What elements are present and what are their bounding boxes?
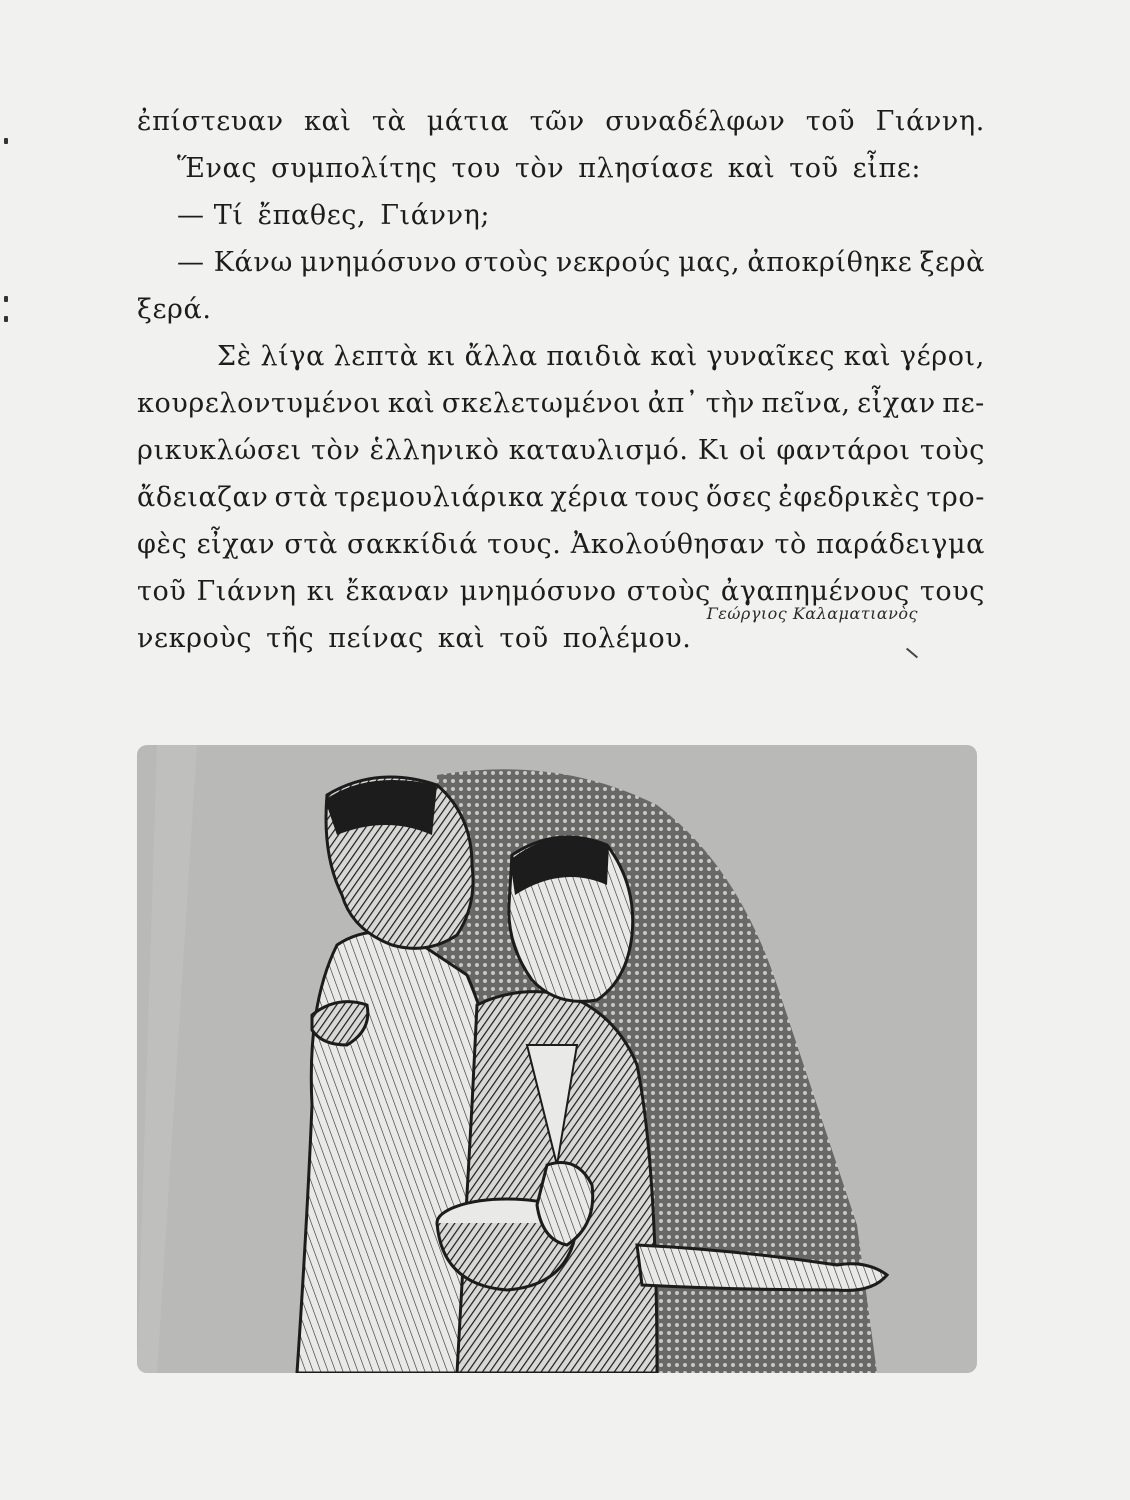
woodcut-illustration	[137, 745, 977, 1373]
word: καὶ	[650, 341, 698, 372]
word: ἀγαπημένους	[720, 576, 910, 607]
word: ἐπίστευαν	[137, 106, 284, 137]
text-line	[137, 145, 985, 192]
word: πλησίασε	[578, 153, 714, 184]
word: Γιάννη;	[380, 200, 491, 231]
word: εἶχαν	[196, 529, 276, 560]
word: σκελετωμένοι	[441, 388, 642, 419]
word: — Τί	[177, 200, 244, 231]
word: νεκροὺς	[137, 623, 253, 654]
word: τῶν	[529, 106, 585, 137]
text-line	[137, 192, 985, 239]
word: ἀπ᾽	[647, 388, 700, 419]
word: εἶπε:	[852, 153, 922, 184]
word: Σὲ	[217, 341, 252, 372]
word: καὶ	[387, 388, 436, 419]
word: ὅσες	[705, 482, 773, 513]
word: καὶ	[843, 341, 892, 372]
word: — Κάνω	[177, 247, 294, 278]
word: στοὺς	[464, 247, 549, 278]
word: τους	[634, 482, 700, 513]
word: ρικυκλώσει	[137, 435, 302, 466]
word: ξερά.	[137, 294, 212, 325]
word: μνημόσυνο	[300, 247, 458, 278]
word: εἶχαν	[857, 388, 936, 419]
word: Ἀκολούθησαν	[570, 529, 766, 560]
text-line	[137, 427, 985, 474]
text-line	[137, 380, 985, 427]
word: πε-	[942, 388, 985, 419]
word: μας,	[678, 247, 741, 278]
word: Κι	[697, 435, 730, 466]
word: πολέμου.	[562, 623, 692, 654]
word: ἄλλα	[464, 341, 538, 372]
word: τὸν	[311, 435, 361, 466]
word: συμπολίτης	[271, 153, 438, 184]
word: Γιάννη.	[875, 106, 985, 137]
word: νεκρούς	[555, 247, 671, 278]
word: καὶ	[727, 153, 776, 184]
word: Ἕνας	[177, 153, 258, 184]
word: τὴν	[705, 388, 755, 419]
word: τοῦ	[137, 576, 187, 607]
word: παιδιὰ	[546, 341, 642, 372]
word: σακκίδιά	[347, 529, 478, 560]
margin-mark	[4, 316, 8, 322]
word: οἱ	[739, 435, 768, 466]
word: τοῦ	[805, 106, 856, 137]
text-line	[137, 286, 985, 333]
word: τοὺς	[919, 435, 985, 466]
story-text	[137, 98, 985, 662]
word: συναδέλφων	[605, 106, 786, 137]
word: μνημόσυνο	[459, 576, 617, 607]
word: τὸ	[774, 529, 807, 560]
woodcut-two-starving-men-icon	[137, 745, 977, 1373]
word: ἀποκρίθηκε	[747, 247, 913, 278]
word: τὸν	[514, 153, 565, 184]
word: Γιάννη	[196, 576, 297, 607]
word: φαντάροι	[776, 435, 911, 466]
word: λίγα	[260, 341, 325, 372]
word: του	[451, 153, 501, 184]
word: παράδειγμα	[816, 529, 985, 560]
word: τῆς	[266, 623, 315, 654]
word: τρεμουλιάρικα	[334, 482, 545, 513]
word: τρο-	[926, 482, 985, 513]
text-line	[137, 333, 985, 380]
word: καὶ	[437, 623, 486, 654]
word: ἑλληνικὸ	[369, 435, 500, 466]
margin-mark	[4, 138, 8, 144]
word: ἔκαναν	[345, 576, 450, 607]
word: στὰ	[274, 482, 328, 513]
margin-mark	[4, 296, 8, 302]
text-line	[137, 239, 985, 286]
word: φὲς	[137, 529, 188, 560]
word: γυναῖκες	[706, 341, 836, 372]
word: πείνας	[328, 623, 424, 654]
word: ἐφεδρικὲς	[778, 482, 921, 513]
word: κι	[306, 576, 336, 607]
word: καταυλισμό.	[508, 435, 689, 466]
word: τοῦ	[789, 153, 839, 184]
word: τοῦ	[499, 623, 549, 654]
word: μάτια	[426, 106, 510, 137]
word: κουρελοντυμένοι	[137, 388, 382, 419]
word: πεῖνα,	[761, 388, 851, 419]
text-line	[137, 98, 985, 145]
word: γέροι,	[899, 341, 985, 372]
word: τους	[919, 576, 985, 607]
text-line	[137, 474, 985, 521]
word: ἄδειαζαν	[137, 482, 269, 513]
author-signature: Γεώργιος Καλαματιανὸς	[706, 604, 918, 623]
word: χέρια	[550, 482, 629, 513]
word: στοὺς	[626, 576, 711, 607]
word: τους.	[487, 529, 562, 560]
word: ξερὰ	[919, 247, 985, 278]
word: λεπτὰ	[333, 341, 419, 372]
text-line	[137, 521, 985, 568]
word: καὶ	[304, 106, 352, 137]
word: ἔπαθες,	[257, 200, 367, 231]
word: τὰ	[371, 106, 407, 137]
word: κι	[427, 341, 456, 372]
word: στὰ	[284, 529, 338, 560]
